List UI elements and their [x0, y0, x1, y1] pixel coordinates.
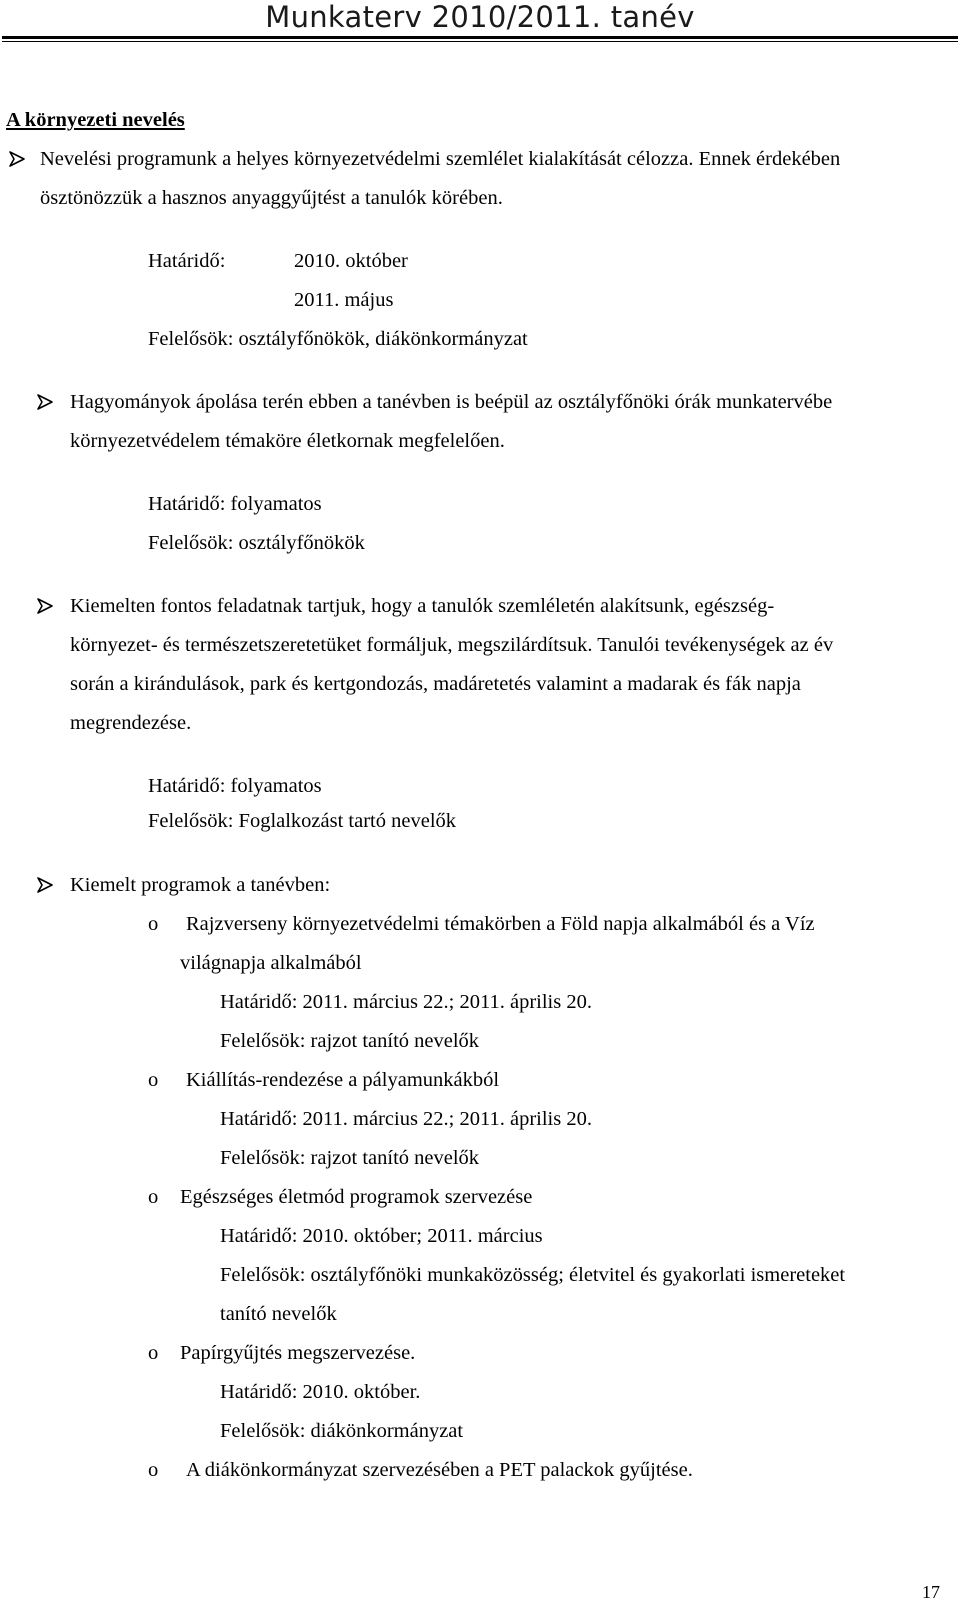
arrow-bullet-icon [8, 150, 26, 168]
arrow-bullet-icon [36, 597, 54, 615]
p4-item1-line1: Rajzverseny környezetvédelmi témakörben a Föld napja alkalmából és a Víz [186, 913, 815, 935]
list-bullet: o [148, 1459, 159, 1481]
p1-responsible: Felelősök: osztályfőnökök, diákönkormányzat [148, 328, 528, 350]
p1-line1: Nevelési programunk a helyes környezetvédelmi szemlélet kialakítását célozza. Ennek érdekében [40, 148, 841, 170]
p4-item3-line1: Egészséges életmód programok szervezése [180, 1186, 533, 1208]
p3-line4: megrendezése. [70, 712, 192, 734]
p2-line1: Hagyományok ápolása terén ebben a tanévben is beépül az osztályfőnöki órák munkatervébe [70, 391, 833, 413]
p4-item3-deadline: Határidő: 2010. október; 2011. március [220, 1225, 543, 1247]
section-heading: A környezeti nevelés [6, 109, 185, 131]
p4-item1-responsible: Felelősök: rajzot tanító nevelők [220, 1030, 480, 1052]
page-number: 17 [922, 1582, 940, 1602]
p4-item2-line1: Kiállítás-rendezése a pályamunkákból [186, 1069, 500, 1091]
p3-deadline: Határidő: folyamatos [148, 775, 322, 797]
p2-line2: környezetvédelem témaköre életkornak megfelelően. [70, 430, 505, 452]
p1-deadline-2: 2011. május [294, 289, 394, 311]
p4-item1-line2: világnapja alkalmából [180, 952, 362, 974]
header-rule-thin [2, 41, 958, 42]
p2-deadline: Határidő: folyamatos [148, 493, 322, 515]
p4-intro: Kiemelt programok a tanévben: [70, 874, 331, 896]
p4-item2-deadline: Határidő: 2011. március 22.; 2011. április 20. [220, 1108, 592, 1130]
p4-item2-responsible: Felelősök: rajzot tanító nevelők [220, 1147, 480, 1169]
p3-responsible: Felelősök: Foglalkozást tartó nevelők [148, 810, 457, 832]
page-header-title: Munkaterv 2010/2011. tanév [265, 0, 695, 34]
list-bullet: o [148, 1069, 159, 1091]
p1-deadline-1: 2010. október [294, 250, 408, 272]
arrow-bullet-icon [36, 876, 54, 894]
p4-item4-line1: Papírgyűjtés megszervezése. [180, 1342, 416, 1364]
p4-item1-deadline: Határidő: 2011. március 22.; 2011. április 20. [220, 991, 592, 1013]
p3-line3: során a kirándulások, park és kertgondozás, madáretetés valamint a madarak és fák napja [70, 673, 801, 695]
list-bullet: o [148, 1342, 159, 1364]
p1-line2: ösztönözzük a hasznos anyaggyűjtést a tanulók körében. [40, 187, 503, 209]
p4-item4-deadline: Határidő: 2010. október. [220, 1381, 421, 1403]
p4-item5-line1: A diákönkormányzat szervezésében a PET palackok gyűjtése. [186, 1459, 693, 1481]
p4-item3-responsible-cont: tanító nevelők [220, 1303, 337, 1325]
list-bullet: o [148, 913, 159, 935]
p1-deadline-label: Határidő: [148, 250, 226, 272]
p4-item3-responsible: Felelősök: osztályfőnöki munkaközösség; életvitel és gyakorlati ismereteket [220, 1264, 846, 1286]
p2-responsible: Felelősök: osztályfőnökök [148, 532, 365, 554]
p4-item4-responsible: Felelősök: diákönkormányzat [220, 1420, 464, 1442]
header-rule-thick [2, 36, 958, 39]
list-bullet: o [148, 1186, 159, 1208]
p3-line1: Kiemelten fontos feladatnak tartjuk, hogy a tanulók szemléletén alakítsunk, egészség- [70, 595, 775, 617]
arrow-bullet-icon [36, 393, 54, 411]
p3-line2: környezet- és természetszeretetüket formáljuk, megszilárdítsuk. Tanulói tevékenységek az év [70, 634, 834, 656]
